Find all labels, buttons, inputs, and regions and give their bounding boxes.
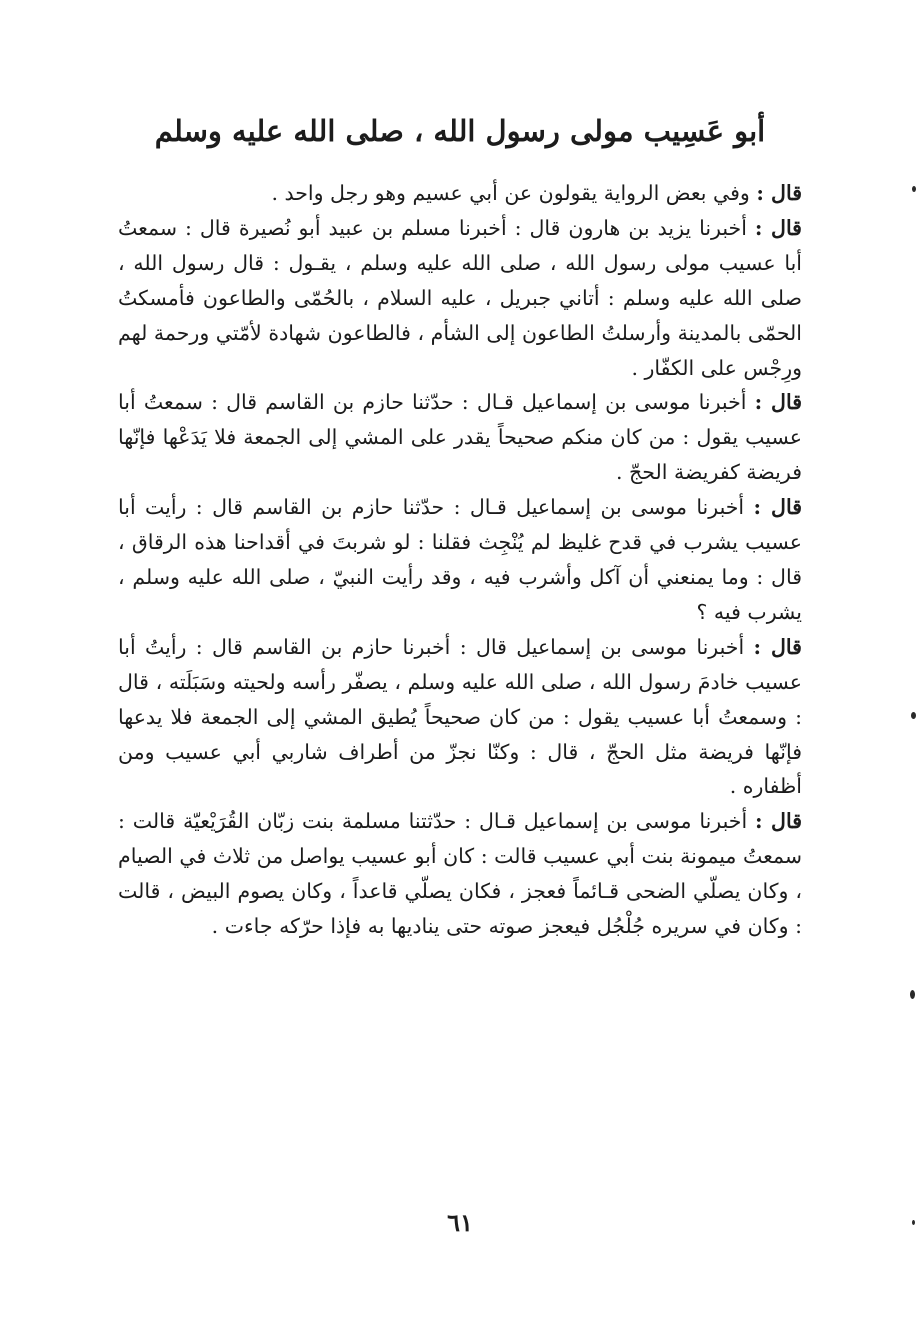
paragraph-lead: قال : bbox=[753, 495, 802, 520]
page-number: ٦١ bbox=[447, 1208, 473, 1237]
paragraph-text: أخبرنا يزيد بن هارون قال : أخبرنا مسلم بن عبيد أبو نُصيرة قال : سمعتُ أبا عسيب مولى رسول الله ، صلى الله عليه وسلم ، يقـول : قال رسول الله ، صلى الله عليه وسلم : أتاني جبريل ، عليه السلام ، بالحُمّى والطاعون فأمسكتُ الحمّى بالمدينة وأرسلتُ الطاعون إلى الشأم ، فالطاعون شهادة لأمّتي ورحمة لهم ورِجْس على الكفّار . bbox=[118, 215, 802, 380]
paragraph-lead: قال : bbox=[753, 634, 802, 659]
scan-speck bbox=[912, 186, 916, 192]
scan-speck bbox=[911, 712, 916, 719]
paragraph-2 bbox=[118, 211, 802, 386]
paragraph-text: أخبرنا موسى بن إسماعيل قـال : حدّثتنا مسلمة بنت زبّان القُرَيْعيّة قالت : سمعتُ ميمونة بنت أبي عسيب قالت : كان أبو عسيب يواصل من ثلاث في الصيام ، وكان يصلّي الضحى قـائماً فعجز ، فكان يصلّي قاعداً ، وكان يصوم البيض ، قالت : وكان في سريره جُلْجُل فيعجز صوته حتى يناديها به فإذا حرّكه جاءت . bbox=[118, 809, 802, 939]
paragraph-text: أخبرنا موسى بن إسماعيل قال : أخبرنا حازم بن القاسم قال : رأيتُ أبا عسيب خادمَ رسول الله ، صلى الله عليه وسلم ، يصفّر رأسه ولحيته وسَبَلَته ، قال : وسمعتُ أبا عسيب يقول : من كان صحيحاً يُطيق المشي إلى الجمعة فلا يدعها فإنّها فريضة مثل الحجّ ، قال : وكنّا نجزّ من أطراف شاربي أبي عسيب ومن أظفاره . bbox=[118, 634, 802, 799]
scan-speck bbox=[910, 990, 915, 999]
paragraph-1 bbox=[118, 176, 802, 211]
paragraph-6 bbox=[118, 804, 802, 944]
paragraph-lead: قال : bbox=[755, 809, 802, 834]
paragraph-lead: قال : bbox=[754, 390, 802, 415]
chapter-title: أبو عَسِيب مولى رسول الله ، صلى الله عليه وسلم bbox=[154, 114, 766, 148]
paragraph-lead: قال : bbox=[756, 181, 802, 205]
scan-speck bbox=[912, 1220, 915, 1225]
paragraph-lead: قال : bbox=[754, 215, 802, 240]
body-text bbox=[118, 176, 802, 944]
paragraph-text: أخبرنا موسى بن إسماعيل قـال : حدّثنا حازم بن القاسم قال : رأيت أبا عسيب يشرب في قدح غليظ لم يُنْجِث فقلنا : لو شربتَ في أقداحنا هذه الرقاق ، قال : وما يمنعني أن آكل وأشرب فيه ، وقد رأيت النبيّ ، صلى الله عليه وسلم ، يشرب فيه ؟ bbox=[118, 495, 802, 624]
paragraph-text: وفي بعض الرواية يقولون عن أبي عسيم وهو رجل واحد . bbox=[271, 181, 757, 205]
paragraph-4 bbox=[118, 490, 802, 630]
paragraph-5 bbox=[118, 630, 802, 805]
paragraph-text: أخبرنا موسى بن إسماعيل قـال : حدّثنا حازم بن القاسم قال : سمعتُ أبا عسيب يقول : من كان منكم صحيحاً يقدر على المشي إلى الجمعة فلا يَدَعْها فإنّها فريضة كفريضة الحجّ . bbox=[118, 390, 802, 485]
paragraph-3 bbox=[118, 385, 802, 490]
